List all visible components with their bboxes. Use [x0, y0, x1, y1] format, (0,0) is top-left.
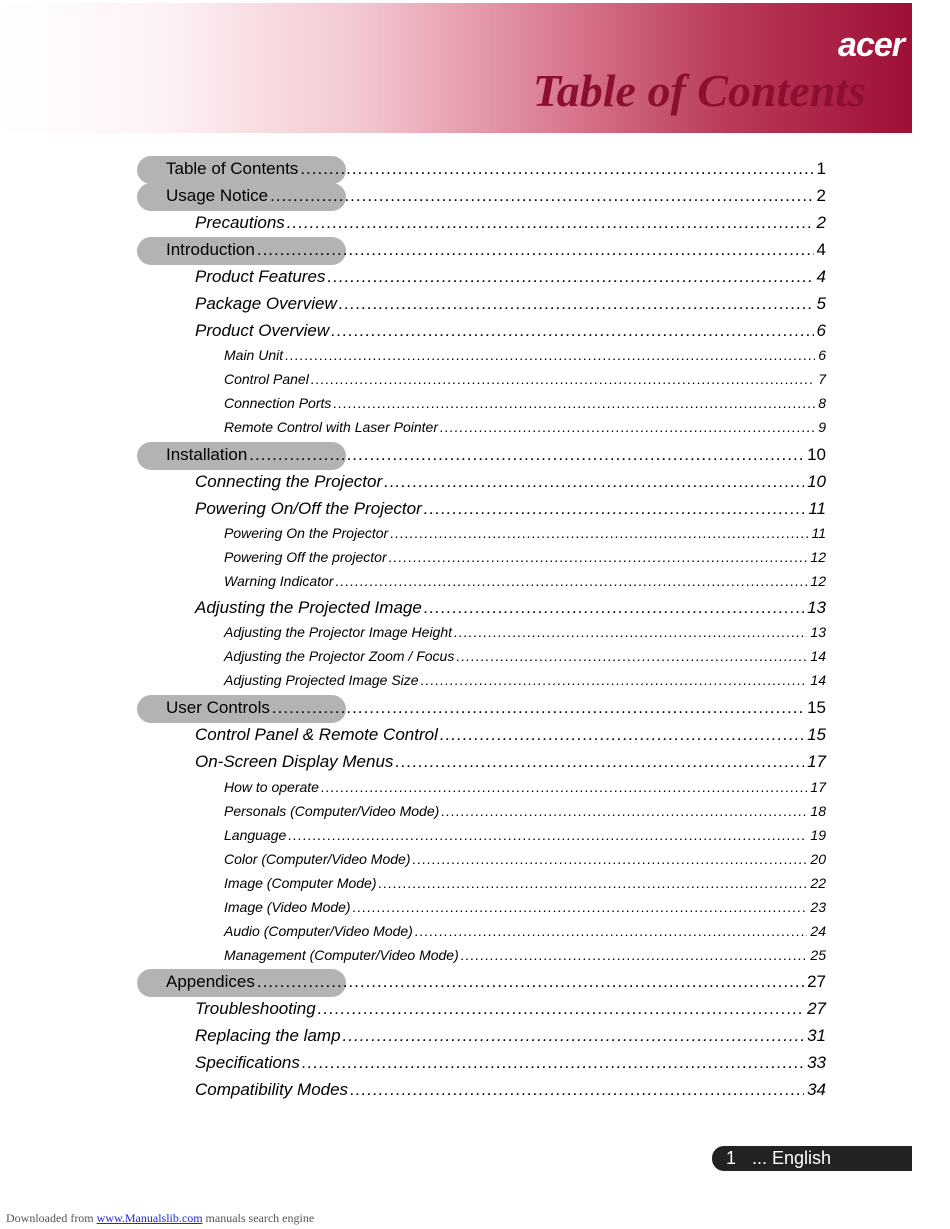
toc-entry-page-number: 23 — [810, 899, 826, 915]
toc-entry-title: Product Features — [195, 267, 326, 286]
toc-entry-title: Specifications — [195, 1053, 300, 1072]
toc-entry-page-number: 12 — [810, 549, 826, 565]
dot-leader — [287, 213, 814, 233]
toc-entry-control-panel-remote[interactable] — [195, 725, 826, 745]
toc-entry-product-overview[interactable] — [195, 321, 826, 341]
toc-entry-how-to-operate[interactable] — [224, 779, 826, 795]
dot-leader — [318, 999, 804, 1019]
footer-language: ... English — [752, 1148, 832, 1168]
toc-entry-title: Introduction — [166, 240, 255, 259]
dot-leader — [311, 371, 815, 387]
toc-entry-page-number: 2 — [816, 213, 826, 232]
toc-entry-title: Adjusting Projected Image Size — [224, 672, 419, 688]
toc-entry-precautions[interactable] — [195, 213, 826, 233]
toc-entry-page-number: 12 — [810, 573, 826, 589]
toc-entry-page-number: 17 — [810, 779, 826, 795]
toc-entry-page-number: 4 — [816, 240, 826, 259]
toc-entry-table-of-contents[interactable] — [166, 159, 826, 179]
toc-entry-page-number: 9 — [818, 419, 826, 435]
toc-entry-connecting-projector[interactable] — [195, 472, 826, 492]
toc-entry-title: Warning Indicator — [224, 573, 334, 589]
dot-leader — [343, 1026, 805, 1046]
toc-entry-usage-notice[interactable] — [166, 186, 826, 206]
toc-entry-page-number: 27 — [807, 999, 826, 1018]
toc-entry-title: Adjusting the Projector Image Height — [224, 624, 453, 640]
toc-entry-title: Connection Ports — [224, 395, 332, 411]
dot-leader — [456, 648, 807, 664]
toc-entry-page-number: 10 — [807, 472, 826, 491]
dot-leader — [353, 899, 808, 915]
toc-entry-title: Control Panel & Remote Control — [195, 725, 438, 744]
toc-entry-compatibility-modes[interactable] — [195, 1080, 826, 1100]
dot-leader — [424, 598, 804, 618]
toc-entry-title: Remote Control with Laser Pointer — [224, 419, 438, 435]
dot-leader — [333, 395, 815, 411]
toc-entry-page-number: 2 — [816, 186, 826, 205]
dot-leader — [384, 472, 804, 492]
toc-entry-title: Product Overview — [195, 321, 330, 340]
footer-page-tab — [712, 1146, 912, 1171]
toc-entry-title: Replacing the lamp — [195, 1026, 341, 1045]
page-title: Table of Contents — [532, 65, 866, 116]
toc-entry-replacing-lamp[interactable] — [195, 1026, 826, 1046]
toc-entry-page-number: 18 — [810, 803, 826, 819]
toc-entry-title: Appendices — [166, 972, 255, 991]
toc-entry-page-number: 11 — [811, 525, 826, 541]
dot-leader — [270, 186, 813, 206]
toc-entry-introduction[interactable] — [166, 240, 826, 260]
toc-entry-title: Adjusting the Projected Image — [195, 598, 422, 617]
toc-entry-page-number: 17 — [807, 752, 826, 771]
dot-leader — [395, 752, 804, 772]
toc-entry-page-number: 24 — [810, 923, 826, 939]
toc-entry-remote-control-laser[interactable] — [224, 419, 826, 435]
dot-leader — [415, 923, 808, 939]
toc-entry-page-number: 19 — [810, 827, 826, 843]
toc-entry-title: Color (Computer/Video Mode) — [224, 851, 411, 867]
dot-leader — [413, 851, 808, 867]
toc-entry-specifications[interactable] — [195, 1053, 826, 1073]
toc-entry-title: Management (Computer/Video Mode) — [224, 947, 459, 963]
toc-entry-connection-ports[interactable] — [224, 395, 826, 411]
toc-entry-title: How to operate — [224, 779, 319, 795]
toc-entry-page-number: 1 — [816, 159, 826, 178]
toc-entry-user-controls[interactable] — [166, 698, 826, 718]
toc-entry-title: Package Overview — [195, 294, 337, 313]
dot-leader — [327, 267, 813, 287]
toc-entry-osd-menus[interactable] — [195, 752, 826, 772]
toc-entry-adjusting-height[interactable] — [224, 624, 826, 640]
toc-entry-page-number: 27 — [807, 972, 826, 991]
dot-leader — [249, 445, 804, 465]
toc-entry-troubleshooting[interactable] — [195, 999, 826, 1019]
dot-leader — [350, 1080, 804, 1100]
toc-entry-title: Usage Notice — [166, 186, 269, 205]
toc-entry-title: On-Screen Display Menus — [195, 752, 394, 771]
toc-entry-image-computer[interactable] — [224, 875, 826, 891]
toc-entry-title: Image (Video Mode) — [224, 899, 351, 915]
toc-entry-page-number: 33 — [807, 1053, 826, 1072]
toc-entry-image-video[interactable] — [224, 899, 826, 915]
toc-entry-installation[interactable] — [166, 445, 826, 465]
toc-entry-page-number: 13 — [807, 598, 826, 617]
dot-leader — [331, 321, 813, 341]
toc-entry-title: Main Unit — [224, 347, 284, 363]
toc-entry-title: Adjusting the Projector Zoom / Focus — [224, 648, 455, 664]
toc-entry-page-number: 13 — [810, 624, 826, 640]
toc-entry-title: User Controls — [166, 698, 270, 717]
dot-leader — [461, 947, 808, 963]
toc-entry-title: Troubleshooting — [195, 999, 316, 1018]
dot-leader — [440, 419, 815, 435]
dot-leader — [424, 499, 806, 519]
toc-entry-personals[interactable] — [224, 803, 826, 819]
manualslib-link[interactable]: www.Manualslib.com — [96, 1211, 203, 1225]
toc-entry-title: Installation — [166, 445, 248, 464]
toc-entry-page-number: 11 — [808, 499, 826, 518]
toc-entry-language[interactable] — [224, 827, 826, 843]
toc-entry-title: Powering Off the projector — [224, 549, 387, 565]
dot-leader — [440, 725, 804, 745]
toc-entry-color[interactable] — [224, 851, 826, 867]
dot-leader — [272, 698, 804, 718]
toc-entry-appendices[interactable] — [166, 972, 826, 992]
toc-entry-powering-on[interactable] — [224, 525, 826, 541]
toc-entry-title: Audio (Computer/Video Mode) — [224, 923, 413, 939]
dot-leader — [321, 779, 807, 795]
toc-entry-product-features[interactable] — [195, 267, 826, 287]
toc-entry-title: Image (Computer Mode) — [224, 875, 377, 891]
dot-leader — [441, 803, 807, 819]
dot-leader — [300, 159, 813, 179]
toc-entry-title: Precautions — [195, 213, 285, 232]
toc-entry-control-panel[interactable] — [224, 371, 826, 387]
toc-entry-page-number: 22 — [810, 875, 826, 891]
download-suffix: manuals search engine — [205, 1211, 315, 1225]
toc-entry-main-unit[interactable] — [224, 347, 826, 363]
toc-entry-adjusting-image[interactable] — [195, 598, 826, 618]
dot-leader — [421, 672, 808, 688]
toc-entry-page-number: 4 — [816, 267, 826, 286]
acer-logo: acer — [838, 26, 904, 64]
dot-leader — [339, 294, 814, 314]
toc-entry-page-number: 20 — [810, 851, 826, 867]
toc-entry-adjusting-size[interactable] — [224, 672, 826, 688]
download-prefix: Downloaded from — [6, 1211, 94, 1225]
footer-page-number: 1 — [726, 1148, 737, 1168]
toc-entry-title: Connecting the Projector — [195, 472, 383, 491]
dot-leader — [285, 347, 815, 363]
dot-leader — [335, 573, 807, 589]
toc-entry-page-number: 15 — [807, 725, 826, 744]
toc-entry-title: Language — [224, 827, 287, 843]
toc-entry-powering-off[interactable] — [224, 549, 826, 565]
dot-leader — [257, 972, 804, 992]
dot-leader — [390, 525, 808, 541]
toc-entry-title: Control Panel — [224, 371, 309, 387]
dot-leader — [257, 240, 814, 260]
toc-entry-page-number: 14 — [810, 648, 826, 664]
toc-entry-warning-indicator[interactable] — [224, 573, 826, 589]
toc-entry-page-number: 25 — [810, 947, 826, 963]
toc-entry-page-number: 5 — [816, 294, 826, 313]
toc-entry-page-number: 6 — [816, 321, 826, 340]
toc-entry-title: Powering On the Projector — [224, 525, 389, 541]
toc-entry-page-number: 31 — [807, 1026, 826, 1045]
dot-leader — [288, 827, 807, 843]
toc-entry-page-number: 8 — [818, 395, 826, 411]
dot-leader — [302, 1053, 804, 1073]
dot-leader — [379, 875, 808, 891]
toc-entry-title: Powering On/Off the Projector — [195, 499, 422, 518]
toc-entry-adjusting-zoom[interactable] — [224, 648, 826, 664]
toc-entry-package-overview[interactable] — [195, 294, 826, 314]
toc-entry-audio[interactable] — [224, 923, 826, 939]
toc-entry-title: Personals (Computer/Video Mode) — [224, 803, 440, 819]
toc-entry-page-number: 34 — [807, 1080, 826, 1099]
dot-leader — [454, 624, 807, 640]
toc-entry-title: Compatibility Modes — [195, 1080, 349, 1099]
toc-entry-title: Table of Contents — [166, 159, 299, 178]
toc-entry-page-number: 6 — [818, 347, 826, 363]
toc-entry-page-number: 14 — [810, 672, 826, 688]
toc-entry-powering-onoff[interactable] — [195, 499, 826, 519]
toc-entry-management[interactable] — [224, 947, 826, 963]
toc-entry-page-number: 7 — [818, 371, 826, 387]
download-notice — [6, 1211, 314, 1226]
toc-entry-page-number: 15 — [807, 698, 826, 717]
toc-entry-page-number: 10 — [807, 445, 826, 464]
dot-leader — [389, 549, 808, 565]
